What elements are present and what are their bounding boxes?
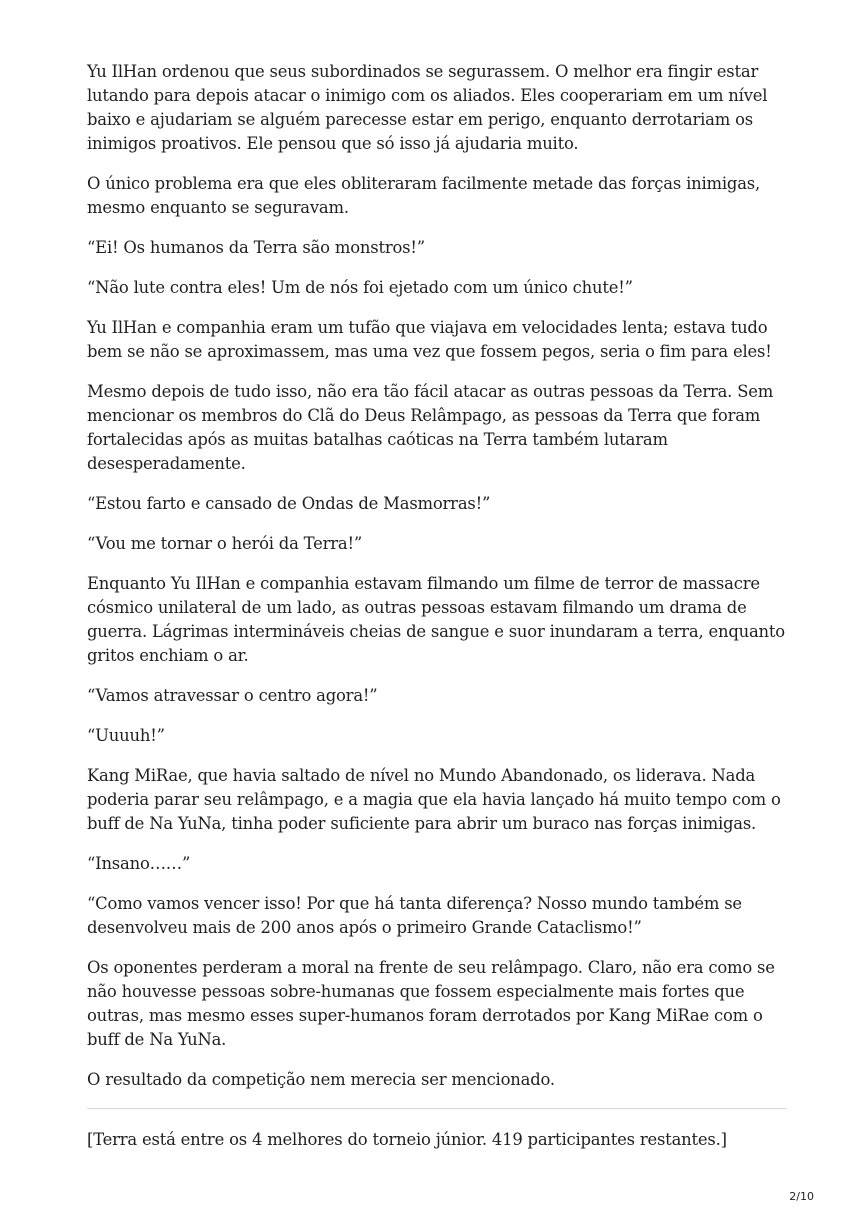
paragraph: Enquanto Yu IlHan e companhia estavam filmando um filme de terror de massacre cósmico unilateral de um lado, as outras pessoas estavam filmando um drama de guerra. Lágrimas intermináveis cheias de sangue e suor inundaram a terra, enquanto gritos enchiam o ar. <box>87 574 785 665</box>
paragraph: O único problema era que eles obliteraram facilmente metade das forças inimigas, mesmo enquanto se seguravam. <box>87 174 760 217</box>
paragraph: Yu IlHan e companhia eram um tufão que viajava em velocidades lenta; estava tudo bem se não se aproximassem, mas uma vez que fossem pegos, seria o fim para eles! <box>87 318 772 361</box>
section-divider <box>87 1108 787 1109</box>
dialogue-line: “Vou me tornar o herói da Terra!” <box>87 534 363 553</box>
paragraph: O resultado da competição nem merecia ser mencionado. <box>87 1070 555 1089</box>
dialogue-line: “Como vamos vencer isso! Por que há tanta diferença? Nosso mundo também se desenvolveu mais de 200 anos após o primeiro Grande Cataclismo!” <box>87 894 742 937</box>
dialogue-line: “Estou farto e cansado de Ondas de Masmorras!” <box>87 494 491 513</box>
dialogue-line: “Vamos atravessar o centro agora!” <box>87 686 378 705</box>
page-number: 2/10 <box>789 1190 814 1203</box>
paragraph: Os oponentes perderam a moral na frente de seu relâmpago. Claro, não era como se não houvesse pessoas sobre-humanas que fossem especialmente mais fortes que outras, mas mesmo esses super-humanos foram derrotados por Kang MiRae com o buff de Na YuNa. <box>87 958 775 1049</box>
system-message: [Terra está entre os 4 melhores do torneio júnior. 419 participantes restantes.] <box>87 1130 727 1149</box>
dialogue-line: “Uuuuh!” <box>87 726 165 745</box>
paragraph: Yu IlHan ordenou que seus subordinados se segurassem. O melhor era fingir estar lutando para depois atacar o inimigo com os aliados. Eles cooperariam em um nível baixo e ajudariam se alguém parecesse estar em perigo, enquanto derrotariam os inimigos proativos. Ele pensou que só isso já ajudaria muito. <box>87 62 768 153</box>
paragraph: Kang MiRae, que havia saltado de nível no Mundo Abandonado, os liderava. Nada poderia parar seu relâmpago, e a magia que ela havia lançado há muito tempo com o buff de Na YuNa, tinha poder suficiente para abrir um buraco nas forças inimigas. <box>87 766 781 833</box>
paragraph: Mesmo depois de tudo isso, não era tão fácil atacar as outras pessoas da Terra. Sem mencionar os membros do Clã do Deus Relâmpago, as pessoas da Terra que foram fortalecidas após as muitas batalhas caóticas na Terra também lutaram desesperadamente. <box>87 382 774 473</box>
document-body <box>87 60 787 1152</box>
dialogue-line: “Ei! Os humanos da Terra são monstros!” <box>87 238 425 257</box>
dialogue-line: “Não lute contra eles! Um de nós foi ejetado com um único chute!” <box>87 278 633 297</box>
dialogue-line: “Insano……” <box>87 854 191 873</box>
